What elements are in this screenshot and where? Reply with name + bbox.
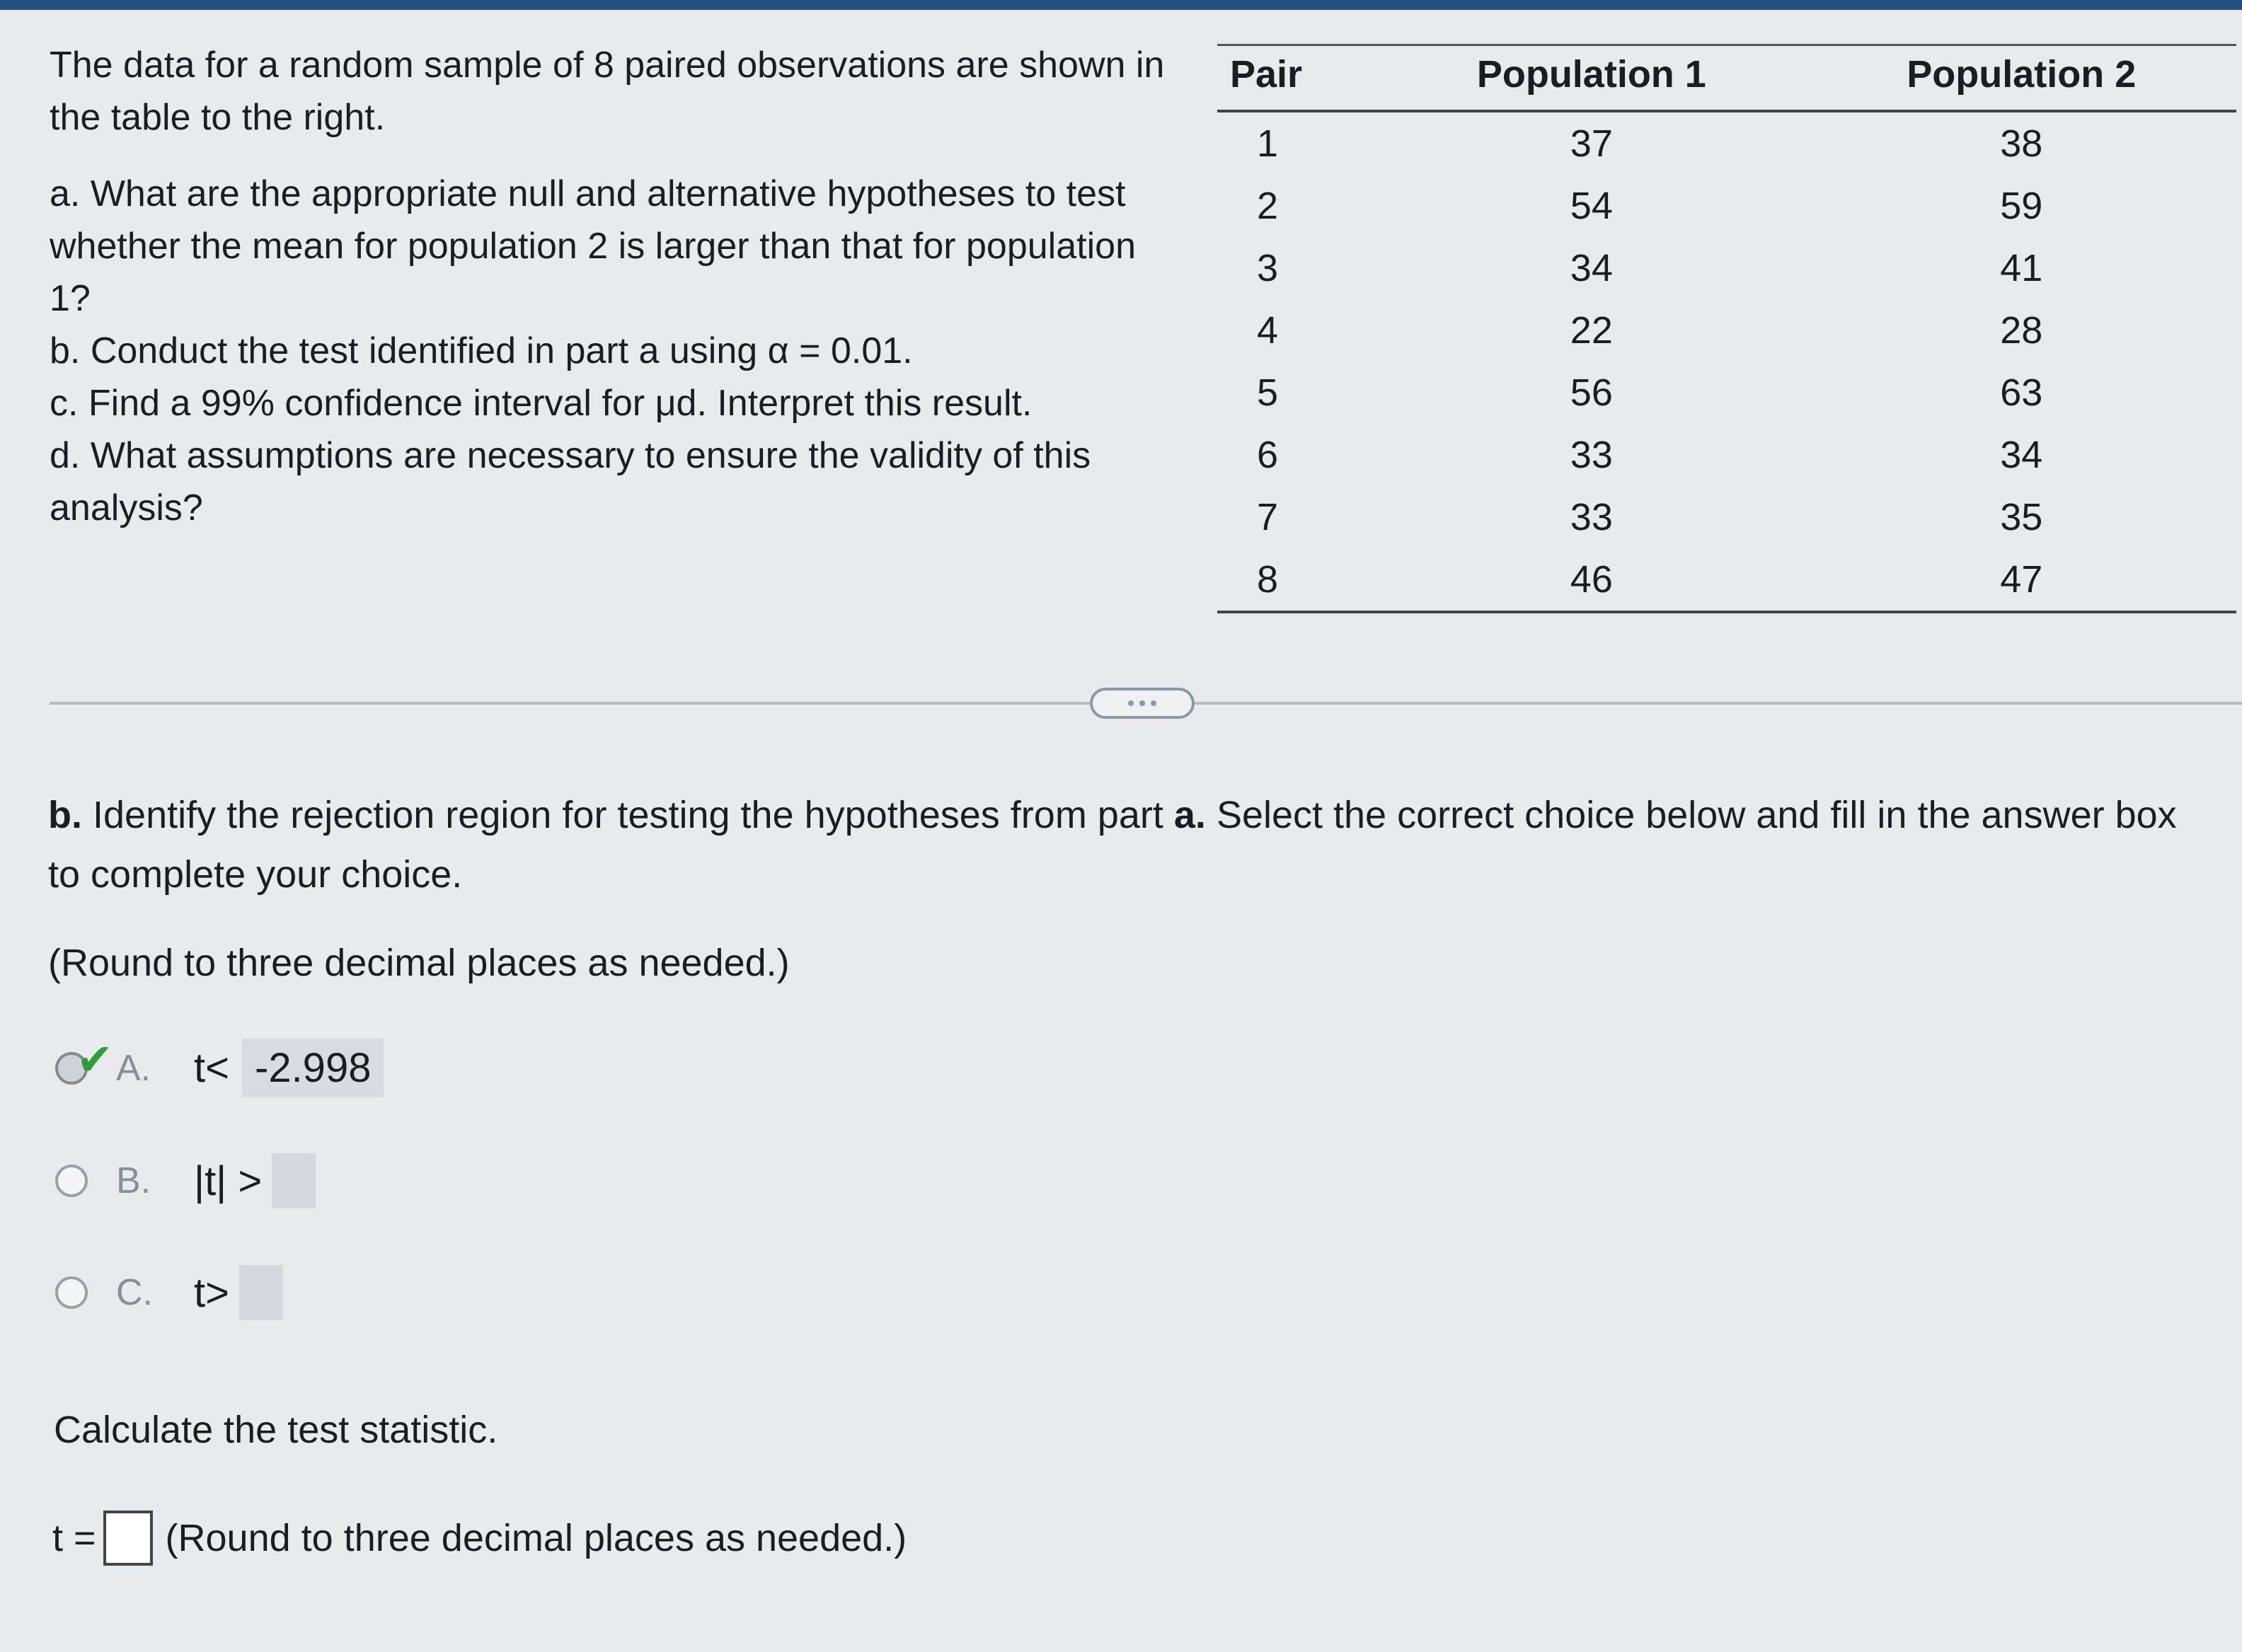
question-part-b: b. Conduct the test identified in part a using α = 0.01.	[50, 330, 913, 371]
header-population-1: Population 1	[1376, 45, 1806, 112]
cell-pop2: 35	[2000, 496, 2043, 538]
test-statistic-note: (Round to three decimal places as needed.)	[165, 1517, 907, 1559]
choice-c[interactable]	[55, 1265, 283, 1320]
choice-c-answer-box[interactable]	[239, 1265, 283, 1320]
table-header-row	[1217, 45, 2236, 112]
question-text	[50, 39, 1182, 534]
cell-pop1: 33	[1570, 434, 1613, 476]
cell-pair: 3	[1257, 247, 1279, 289]
table-row	[1217, 111, 2236, 175]
part-b-ref: a.	[1173, 794, 1206, 836]
test-statistic-input[interactable]	[103, 1511, 153, 1566]
cell-pop2: 38	[2000, 122, 2043, 165]
choice-b[interactable]	[55, 1153, 316, 1208]
table-row	[1217, 237, 2236, 299]
cell-pop2: 34	[2000, 434, 2043, 476]
table-row	[1217, 299, 2236, 362]
table-row	[1217, 486, 2236, 548]
header-pair: Pair	[1217, 45, 1376, 112]
cell-pop2: 28	[2000, 309, 2043, 352]
dot-icon	[1128, 700, 1134, 706]
choice-b-letter: B.	[116, 1160, 151, 1201]
choice-b-answer-box[interactable]	[272, 1153, 316, 1208]
table-row	[1217, 362, 2236, 424]
cell-pop2: 47	[1807, 548, 2236, 612]
question-part-d: d. What assumptions are necessary to ensure the validity of this analysis?	[50, 435, 1091, 528]
data-table	[1217, 44, 2236, 613]
part-b-text-after: Select the correct choice below and fill in the answer box to complete your choice.	[48, 794, 2177, 896]
expand-more-button[interactable]	[1090, 688, 1195, 719]
table-row	[1217, 548, 2236, 612]
radio-button-c[interactable]	[55, 1276, 88, 1309]
part-b-prompt	[48, 785, 2200, 904]
checkmark-icon: ✔	[76, 1035, 113, 1085]
cell-pop1: 54	[1570, 185, 1613, 227]
radio-button-b[interactable]	[55, 1165, 88, 1197]
cell-pair: 5	[1257, 371, 1279, 414]
choice-a-expression	[194, 1039, 384, 1097]
question-intro: The data for a random sample of 8 paired observations are shown in the table to the right.	[50, 45, 1165, 138]
cell-pop1: 34	[1570, 247, 1613, 289]
cell-pop2: 59	[2000, 185, 2043, 227]
question-part-a: a. What are the appropriate null and alternative hypotheses to test whether the mean for population 2 is larger than that for population 1?	[50, 173, 1136, 319]
table-row	[1217, 175, 2236, 237]
calculate-prompt: Calculate the test statistic.	[54, 1409, 498, 1451]
cell-pop1: 46	[1376, 548, 1806, 612]
question-part-c: c. Find a 99% confidence interval for μd. Interpret this result.	[50, 383, 1033, 424]
cell-pair: 6	[1257, 434, 1279, 476]
choice-b-inequality: |t| >	[194, 1157, 263, 1204]
part-b-text: Identify the rejection region for testing the hypotheses from part	[93, 794, 1163, 836]
part-b-label: b.	[48, 794, 82, 836]
radio-button-a[interactable]	[55, 1035, 113, 1085]
cell-pop2: 41	[2000, 247, 2043, 289]
cell-pop1: 37	[1570, 122, 1613, 165]
cell-pair: 4	[1257, 309, 1279, 352]
cell-pair: 7	[1257, 496, 1279, 538]
choice-a-letter: A.	[116, 1047, 151, 1089]
cell-pop2: 63	[2000, 371, 2043, 414]
choice-c-letter: C.	[116, 1272, 153, 1313]
choice-b-expression	[194, 1153, 316, 1208]
table-row	[1217, 424, 2236, 486]
dot-icon	[1151, 700, 1156, 706]
choice-a-answer-box[interactable]: -2.998	[242, 1039, 384, 1097]
choice-a-inequality: t<	[194, 1045, 229, 1091]
top-bar	[0, 0, 2242, 10]
cell-pop1: 33	[1570, 496, 1613, 538]
cell-pop1: 22	[1570, 309, 1613, 352]
choice-c-expression	[194, 1265, 283, 1320]
round-note: (Round to three decimal places as needed.)	[48, 942, 790, 984]
cell-pop1: 56	[1570, 371, 1613, 414]
choice-a[interactable]	[55, 1035, 384, 1097]
cell-pair: 2	[1257, 185, 1279, 227]
choice-c-inequality: t>	[194, 1269, 229, 1316]
cell-pair: 8	[1217, 548, 1376, 612]
test-statistic-label: t =	[52, 1517, 96, 1559]
dot-icon	[1139, 700, 1145, 706]
header-population-2: Population 2	[1807, 45, 2236, 112]
test-statistic-line	[52, 1511, 907, 1566]
cell-pair: 1	[1257, 122, 1279, 165]
